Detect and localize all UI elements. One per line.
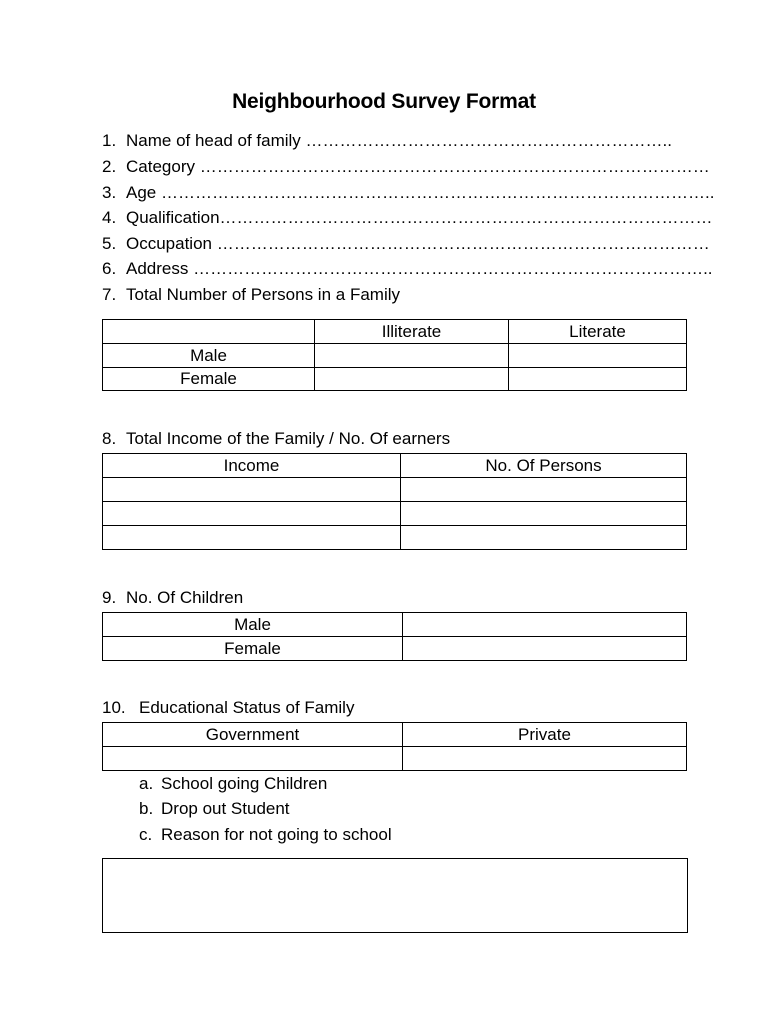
table-input-cell[interactable]: [401, 478, 687, 502]
reason-answer-box[interactable]: [102, 858, 688, 933]
field-number: 8.: [102, 429, 117, 448]
field-number: 1.: [102, 131, 117, 150]
field-label: Address ………………………………………………………………………………..: [126, 259, 713, 278]
subitem-letter: c.: [139, 825, 153, 844]
field-number: 4.: [102, 208, 117, 227]
table-header-cell: Private: [403, 723, 687, 747]
field-label: Occupation ……………………………………………………………………………: [126, 234, 710, 253]
field-no-of-children: [102, 588, 243, 608]
field-address: [102, 259, 713, 279]
table-input-cell[interactable]: [103, 526, 401, 550]
table-input-cell[interactable]: [315, 368, 509, 391]
field-number: 3.: [102, 183, 117, 202]
table-row-label: Female: [103, 637, 403, 661]
field-total-persons: [102, 285, 400, 305]
income-table: [102, 453, 687, 550]
table-input-cell[interactable]: [509, 344, 687, 368]
field-income-earners: [102, 429, 450, 449]
field-number: 5.: [102, 234, 117, 253]
table-header-cell: Income: [103, 454, 401, 478]
table-header-cell: Illiterate: [315, 320, 509, 344]
table-row-label: Male: [103, 613, 403, 637]
field-number: 6.: [102, 259, 117, 278]
table-header-cell: Government: [103, 723, 403, 747]
table-header-cell: [103, 320, 315, 344]
field-label: Total Income of the Family / No. Of earners: [126, 429, 451, 448]
field-number: 10.: [102, 698, 126, 717]
field-number: 7.: [102, 285, 117, 304]
table-row-label: Male: [103, 344, 315, 368]
field-name-of-head: [102, 131, 672, 151]
field-age: [102, 183, 714, 203]
table-row-label: Female: [103, 368, 315, 391]
field-label: Age ……………………………………………………………………………………..: [126, 183, 715, 202]
subitem-label: Drop out Student: [161, 799, 290, 818]
field-qualification: [102, 208, 713, 228]
table-input-cell[interactable]: [103, 502, 401, 526]
field-number: 9.: [102, 588, 117, 607]
table-input-cell[interactable]: [103, 747, 403, 771]
table-input-cell[interactable]: [401, 502, 687, 526]
subitem-drop-out: [139, 799, 290, 819]
table-input-cell[interactable]: [401, 526, 687, 550]
table-input-cell[interactable]: [403, 613, 687, 637]
field-label: Total Number of Persons in a Family: [126, 285, 400, 304]
table-input-cell[interactable]: [509, 368, 687, 391]
table-header-cell: Literate: [509, 320, 687, 344]
persons-literacy-table: [102, 319, 687, 391]
table-input-cell[interactable]: [103, 478, 401, 502]
subitem-label: School going Children: [161, 774, 328, 793]
subitem-label: Reason for not going to school: [161, 825, 392, 844]
subitem-school-going: [139, 774, 327, 794]
field-label: No. Of Children: [126, 588, 244, 607]
table-header-cell: No. Of Persons: [401, 454, 687, 478]
page-title: Neighbourhood Survey Format: [232, 90, 536, 113]
table-input-cell[interactable]: [403, 637, 687, 661]
field-label: Qualification……………………………………………………………………………: [126, 208, 713, 227]
field-occupation: [102, 234, 710, 254]
subitem-letter: a.: [139, 774, 154, 793]
field-label: Category ………………………………………………………………………………: [126, 157, 710, 176]
table-input-cell[interactable]: [403, 747, 687, 771]
field-category: [102, 157, 710, 177]
subitem-reason-not-school: [139, 825, 392, 845]
children-table: [102, 612, 687, 661]
field-educational-status: [102, 698, 354, 718]
table-input-cell[interactable]: [315, 344, 509, 368]
field-label: Name of head of family ………………………………………………………..: [126, 131, 672, 150]
education-table: [102, 722, 687, 771]
field-label: Educational Status of Family: [139, 698, 355, 717]
subitem-letter: b.: [139, 799, 154, 818]
field-number: 2.: [102, 157, 117, 176]
